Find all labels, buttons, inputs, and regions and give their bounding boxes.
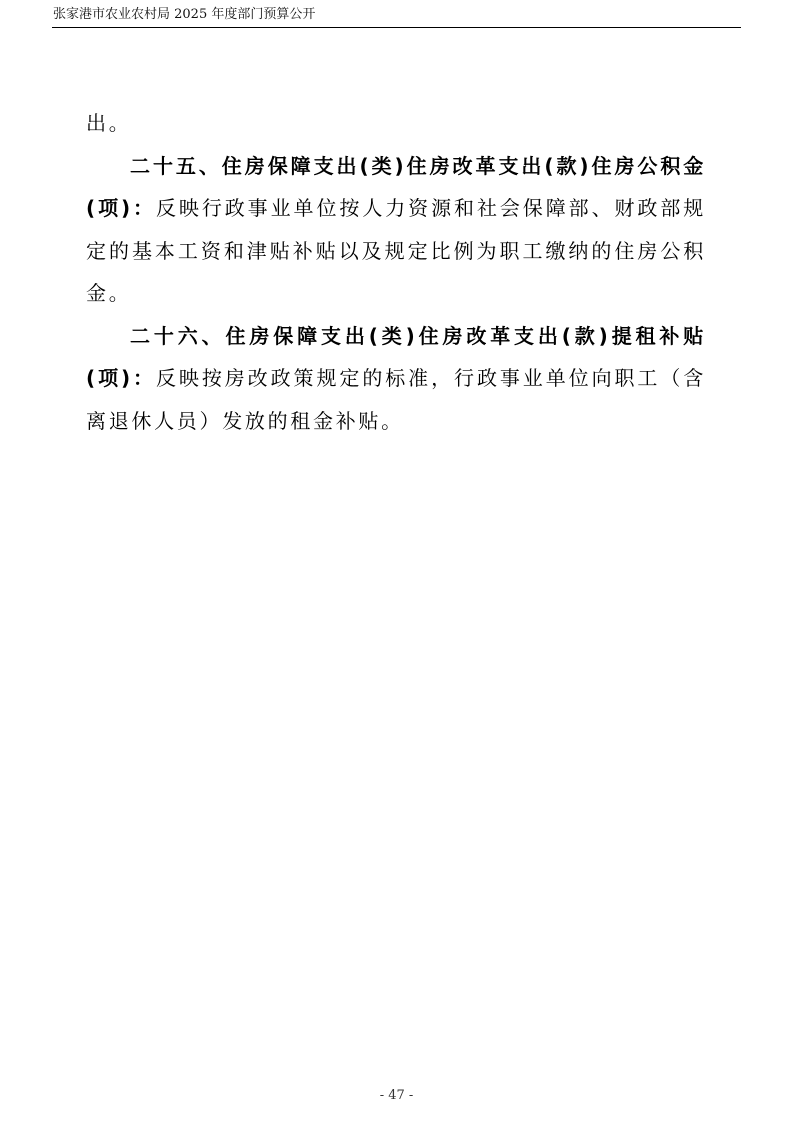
section-26-body: 反映按房改政策规定的标准，行政事业单位向职工（含离退休人员）发放的租金补贴。 <box>86 366 706 433</box>
section-26-paragraph <box>86 315 706 443</box>
page-header-title: 张家港市农业农村局 2025 年度部门预算公开 <box>53 7 316 22</box>
page-number: - 47 - <box>379 1088 414 1103</box>
header-divider <box>52 27 741 28</box>
section-25-paragraph <box>86 145 706 315</box>
section-25-heading: 二十五、住房保障支出(类)住房改革支出(款)住房公积金(项)： <box>86 153 706 220</box>
section-25-body: 反映行政事业单位按人力资源和社会保障部、财政部规定的基本工资和津贴补贴以及规定比例为职工缴纳的住房公积金。 <box>86 196 706 305</box>
document-body <box>86 102 706 442</box>
section-26-heading: 二十六、住房保障支出(类)住房改革支出(款)提租补贴(项)： <box>86 323 706 390</box>
continuation-paragraph: 出。 <box>86 111 132 135</box>
